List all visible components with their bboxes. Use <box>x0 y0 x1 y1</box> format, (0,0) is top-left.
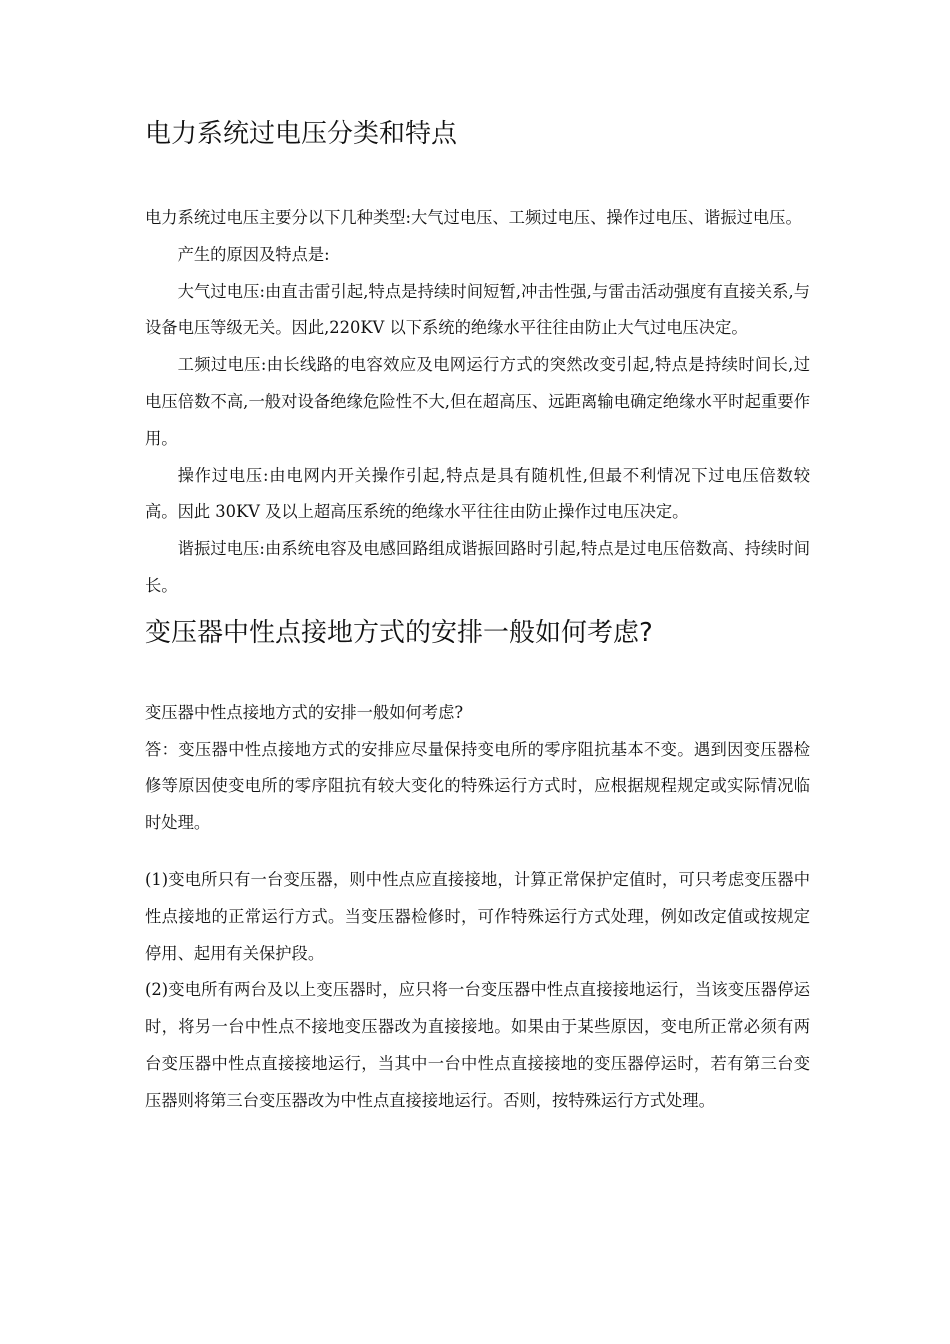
answer-item-1: (1)变电所只有一台变压器，则中性点应直接接地，计算正常保护定值时，可只考虑变压器中性点接地的正常运行方式。当变压器检修时，可作特殊运行方式处理，例如改定值或按规定停用、起用有关保护段。 <box>145 869 810 963</box>
paragraph-atmospheric-overvoltage: 大气过电压:由直击雷引起,特点是持续时间短暂,冲击性强,与雷击活动强度有直接关系,与设备电压等级无关。因此,220KV 以下系统的绝缘水平往往由防止大气过电压决定。 <box>145 281 810 338</box>
paragraph-resonance-overvoltage: 谐振过电压:由系统电容及电感回路组成谐振回路时引起,特点是过电压倍数高、持续时间长。 <box>145 539 810 595</box>
paragraph-power-frequency-overvoltage: 工频过电压:由长线路的电容效应及电网运行方式的突然改变引起,特点是持续时间长,过电压倍数不高,一般对设备绝缘危险性不大,但在超高压、远距离输电确定绝缘水平时起重要作用。 <box>145 355 810 448</box>
document-body <box>145 112 810 1120</box>
answer-item-2: (2)变电所有两台及以上变压器时，应只将一台变压器中性点直接接地运行，当该变压器停运时，将另一台中性点不接地变压器改为直接接地。如果由于某些原因，变电所正常必须有两台变压器中性点直接接地运行，当其中一台中性点直接接地的变压器停运时，若有第三台变压器则将第三台变压器改为中性点直接接地运行。否则，按特殊运行方式处理。 <box>145 980 810 1110</box>
paragraph-spacer <box>145 842 810 862</box>
section1-intro: 电力系统过电压主要分以下几种类型:大气过电压、工频过电压、操作过电压、谐振过电压。 <box>145 208 802 227</box>
section2-title: 变压器中性点接地方式的安排一般如何考虑? <box>145 617 653 648</box>
section2-answer: 答：变压器中性点接地方式的安排应尽量保持变电所的零序阻抗基本不变。遇到因变压器检修等原因使变电所的零序阻抗有较大变化的特殊运行方式时，应根据规程规定或实际情况临时处理。 <box>145 739 810 833</box>
section2-question: 变压器中性点接地方式的安排一般如何考虑? <box>145 702 464 722</box>
section1-title: 电力系统过电压分类和特点 <box>145 119 458 149</box>
causes-label: 产生的原因及特点是: <box>177 244 330 264</box>
paragraph-switching-overvoltage: 操作过电压:由电网内开关操作引起,特点是具有随机性,但最不利情况下过电压倍数较高。因此 30KV 及以上超高压系统的绝缘水平往往由防止操作过电压决定。 <box>145 465 810 522</box>
